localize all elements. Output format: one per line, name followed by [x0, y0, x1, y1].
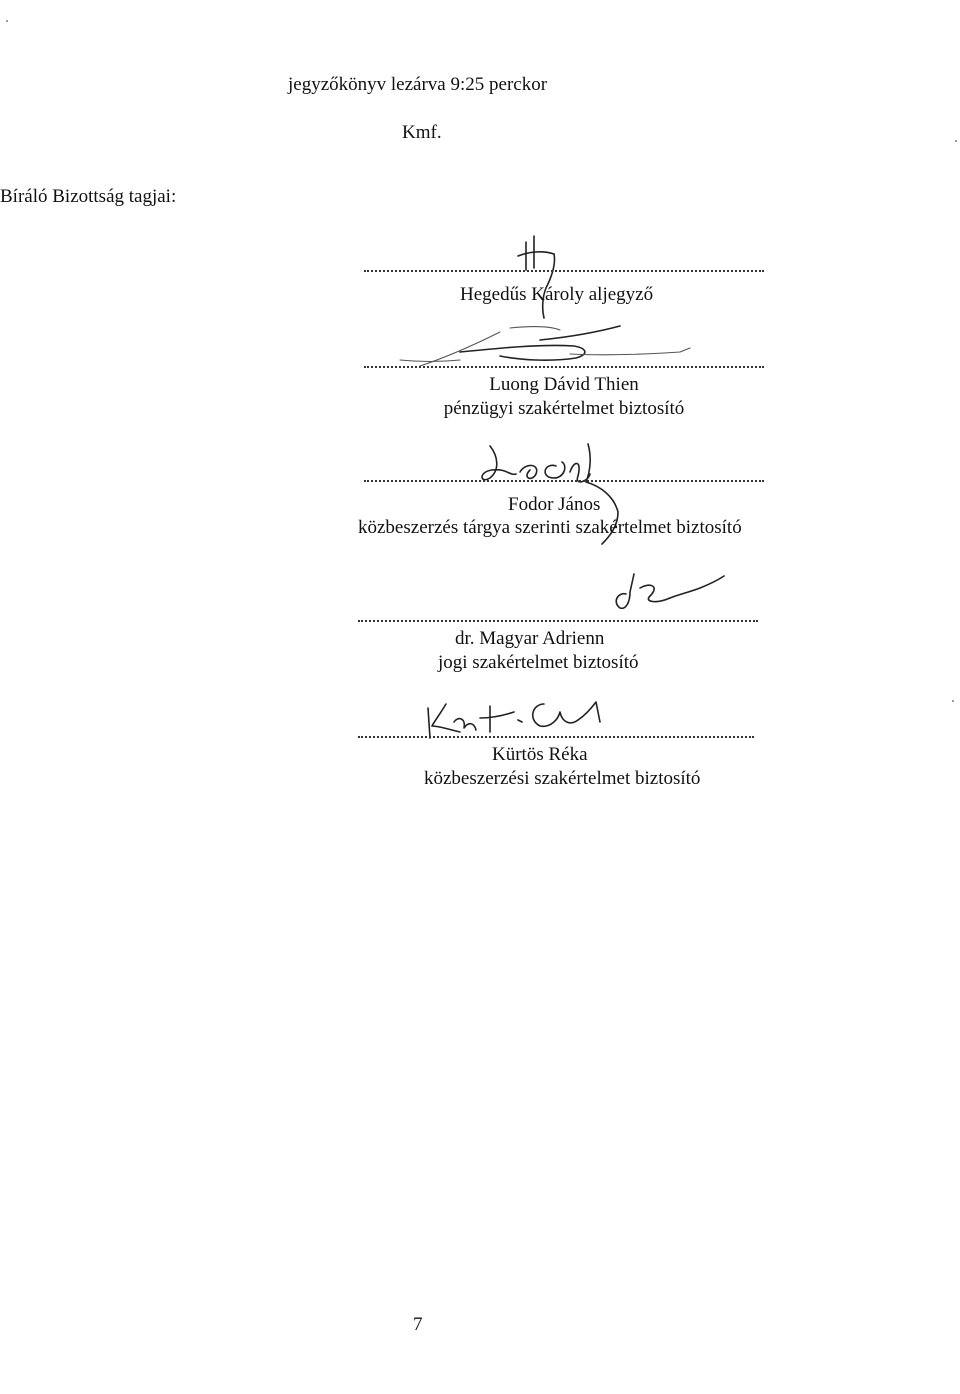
- signature-line: [358, 736, 754, 738]
- signature-line: [358, 620, 758, 622]
- scan-speck: [955, 140, 957, 142]
- page-number: 7: [413, 1314, 423, 1335]
- committee-heading: Bíráló Bizottság tagjai:: [0, 186, 177, 207]
- signatory-name: Hegedűs Károly aljegyző: [460, 284, 654, 305]
- signature-magyar: [600, 568, 730, 618]
- signatory-name: dr. Magyar Adrienn: [455, 628, 605, 649]
- scan-speck: [952, 700, 954, 702]
- kmf-label: Kmf.: [402, 122, 442, 143]
- signatory-name: Kürtös Réka: [492, 744, 588, 765]
- signatory-name: Fodor János: [508, 494, 601, 515]
- closing-line: jegyzőkönyv lezárva 9:25 perckor: [288, 74, 548, 95]
- signatory-role: közbeszerzési szakértelmet biztosító: [424, 768, 701, 789]
- scan-speck: [6, 20, 8, 22]
- signatory-role: pénzügyi szakértelmet biztosító: [443, 398, 685, 419]
- signature-luong: [390, 320, 710, 380]
- signatory-name: Luong Dávid Thien: [489, 374, 639, 395]
- signature-line: [364, 270, 764, 272]
- signature-hegedus: [512, 230, 572, 320]
- signatory-role: jogi szakértelmet biztosító: [438, 652, 639, 673]
- signature-line: [364, 480, 764, 482]
- signature-line: [364, 366, 764, 368]
- signatory-role: közbeszerzés tárgya szerinti szakértelmet biztosító: [358, 517, 742, 538]
